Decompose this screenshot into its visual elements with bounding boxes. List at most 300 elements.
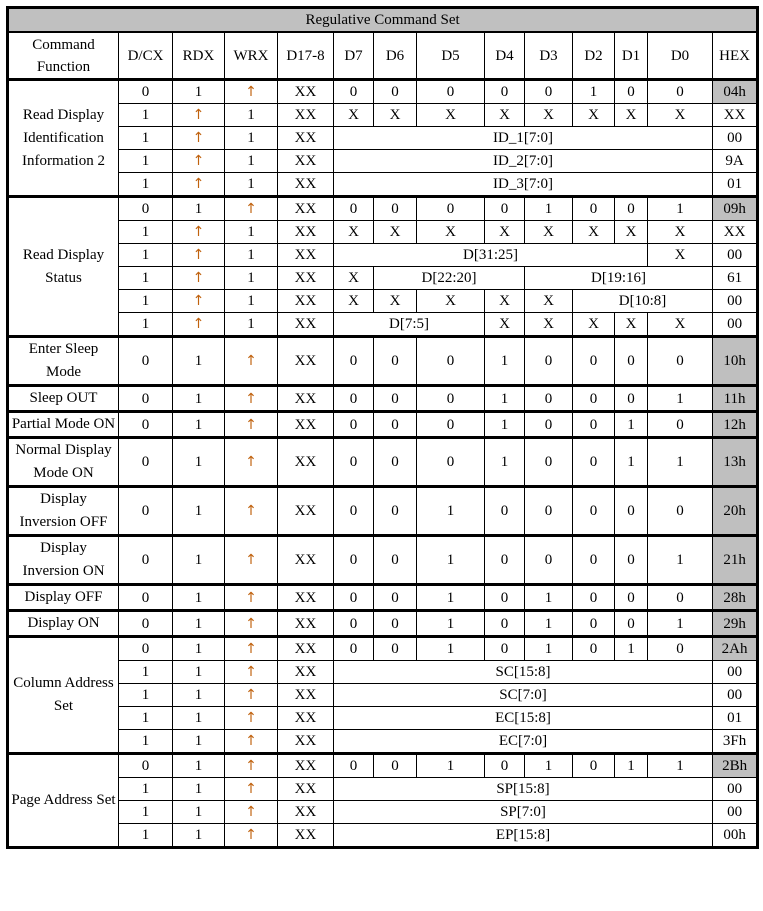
rising-edge-arrow-icon: ↑ (225, 801, 278, 824)
data-bit-cell: X (334, 290, 374, 313)
data-bit-cell: 0 (334, 585, 374, 611)
data-bit-cell: 1 (648, 438, 713, 487)
table-row (8, 707, 758, 730)
data-bit-cell: 0 (485, 754, 525, 778)
table-row (8, 221, 758, 244)
rising-edge-arrow-icon: ↑ (225, 585, 278, 611)
signal-cell: 1 (119, 127, 173, 150)
command-function-label: Display Inversion ON (8, 536, 119, 585)
hex-code-cell: 61 (713, 267, 758, 290)
data-bit-cell: SP[15:8] (334, 778, 713, 801)
rising-edge-arrow-icon: ↑ (225, 536, 278, 585)
command-function-label: Partial Mode ON (8, 412, 119, 438)
data-bit-cell: 0 (374, 386, 417, 412)
data-bit-cell: 1 (485, 412, 525, 438)
command-function-label: Page Address Set (8, 754, 119, 848)
command-function-label: Column Address Set (8, 637, 119, 754)
data-bit-cell: D[22:20] (374, 267, 525, 290)
hex-code-cell: 20h (713, 487, 758, 536)
table-row (8, 267, 758, 290)
signal-cell: 0 (119, 80, 173, 104)
data-bit-cell: 0 (615, 386, 648, 412)
hex-code-cell: 00 (713, 244, 758, 267)
data-bit-cell: 0 (573, 438, 615, 487)
signal-cell: 1 (119, 173, 173, 197)
data-bit-cell: 0 (417, 438, 485, 487)
table-row (8, 637, 758, 661)
data-bit-cell: 1 (525, 585, 573, 611)
signal-cell: 1 (119, 684, 173, 707)
hex-code-cell: 00 (713, 778, 758, 801)
signal-cell: 1 (173, 801, 225, 824)
column-header-line: Function (36, 58, 91, 75)
command-group (8, 412, 758, 438)
data-bit-cell: 0 (334, 487, 374, 536)
data-bit-cell: X (525, 290, 573, 313)
rising-edge-arrow-icon: ↑ (173, 221, 225, 244)
data-bit-cell: 0 (525, 386, 573, 412)
data-bit-cell: 0 (485, 611, 525, 637)
table-row (8, 386, 758, 412)
data-bit-cell: 1 (417, 585, 485, 611)
data-bit-cell: SP[7:0] (334, 801, 713, 824)
data-bit-cell: X (417, 290, 485, 313)
signal-cell: 1 (119, 267, 173, 290)
data-bit-cell: 0 (374, 337, 417, 386)
hex-code-cell: 21h (713, 536, 758, 585)
command-function-label: Display OFF (8, 585, 119, 611)
data-bit-cell: 0 (615, 197, 648, 221)
data-bit-cell: 0 (417, 197, 485, 221)
table-row (8, 778, 758, 801)
signal-cell: 1 (173, 707, 225, 730)
data-bit-cell: 0 (648, 585, 713, 611)
signal-cell: 1 (225, 127, 278, 150)
column-header: WRX (225, 32, 278, 80)
hex-code-cell: 00h (713, 824, 758, 848)
data-bit-cell: 0 (573, 337, 615, 386)
column-header: D5 (417, 32, 485, 80)
data-bit-cell: 1 (573, 80, 615, 104)
signal-cell: 0 (119, 438, 173, 487)
data-bit-cell: 0 (374, 585, 417, 611)
signal-cell: XX (278, 661, 334, 684)
table-row (8, 412, 758, 438)
rising-edge-arrow-icon: ↑ (225, 824, 278, 848)
data-bit-cell: 0 (648, 337, 713, 386)
data-bit-cell: X (615, 313, 648, 337)
data-bit-cell: 0 (573, 536, 615, 585)
rising-edge-arrow-icon: ↑ (225, 778, 278, 801)
signal-cell: XX (278, 173, 334, 197)
column-header: D17-8 (278, 32, 334, 80)
data-bit-cell: 0 (648, 637, 713, 661)
table-row (8, 290, 758, 313)
column-header-line: Command (32, 36, 95, 53)
signal-cell: 1 (173, 412, 225, 438)
data-bit-cell: EC[7:0] (334, 730, 713, 754)
data-bit-cell: 0 (374, 438, 417, 487)
signal-cell: 1 (225, 290, 278, 313)
data-bit-cell: 1 (648, 536, 713, 585)
hex-code-cell: 01 (713, 173, 758, 197)
table-row (8, 661, 758, 684)
rising-edge-arrow-icon: ↑ (225, 684, 278, 707)
command-function-label: Read Display Identification Information 2 (8, 80, 119, 197)
signal-cell: 1 (119, 104, 173, 127)
data-bit-cell: X (485, 290, 525, 313)
table-row (8, 684, 758, 707)
signal-cell: 1 (173, 661, 225, 684)
data-bit-cell: 0 (573, 754, 615, 778)
signal-cell: 0 (119, 637, 173, 661)
data-bit-cell: 0 (573, 386, 615, 412)
hex-code-cell: XX (713, 104, 758, 127)
data-bit-cell: EC[15:8] (334, 707, 713, 730)
command-group (8, 197, 758, 337)
hex-code-cell: 10h (713, 337, 758, 386)
hex-code-cell: 2Bh (713, 754, 758, 778)
data-bit-cell: 0 (485, 536, 525, 585)
data-bit-cell: X (525, 313, 573, 337)
data-bit-cell: 0 (334, 80, 374, 104)
command-group (8, 80, 758, 197)
signal-cell: 1 (173, 778, 225, 801)
signal-cell: XX (278, 337, 334, 386)
signal-cell: XX (278, 127, 334, 150)
column-header: D3 (525, 32, 573, 80)
signal-cell: XX (278, 637, 334, 661)
table-row (8, 536, 758, 585)
rising-edge-arrow-icon: ↑ (225, 337, 278, 386)
data-bit-cell: X (648, 244, 713, 267)
signal-cell: 1 (173, 637, 225, 661)
signal-cell: 1 (173, 337, 225, 386)
data-bit-cell: 0 (374, 487, 417, 536)
data-bit-cell: X (573, 104, 615, 127)
data-bit-cell: 0 (525, 438, 573, 487)
command-group (8, 637, 758, 754)
data-bit-cell: 1 (648, 754, 713, 778)
rising-edge-arrow-icon: ↑ (173, 127, 225, 150)
data-bit-cell: X (417, 104, 485, 127)
data-bit-cell: X (648, 221, 713, 244)
signal-cell: 0 (119, 197, 173, 221)
table-row (8, 585, 758, 611)
data-bit-cell: 0 (485, 197, 525, 221)
data-bit-cell: X (525, 104, 573, 127)
signal-cell: 1 (225, 313, 278, 337)
data-bit-cell: X (573, 221, 615, 244)
hex-code-cell: 00 (713, 290, 758, 313)
data-bit-cell: 0 (334, 412, 374, 438)
signal-cell: 1 (173, 585, 225, 611)
data-bit-cell: D[31:25] (334, 244, 648, 267)
hex-code-cell: 00 (713, 127, 758, 150)
hex-code-cell: 3Fh (713, 730, 758, 754)
data-bit-cell: 0 (485, 80, 525, 104)
signal-cell: 1 (225, 221, 278, 244)
data-bit-cell: 0 (485, 585, 525, 611)
signal-cell: XX (278, 80, 334, 104)
data-bit-cell: X (485, 104, 525, 127)
signal-cell: XX (278, 313, 334, 337)
data-bit-cell: 1 (417, 637, 485, 661)
rising-edge-arrow-icon: ↑ (173, 244, 225, 267)
hex-code-cell: 01 (713, 707, 758, 730)
signal-cell: XX (278, 754, 334, 778)
data-bit-cell: 1 (417, 536, 485, 585)
signal-cell: 0 (119, 611, 173, 637)
data-bit-cell: 0 (374, 80, 417, 104)
table-row (8, 150, 758, 173)
signal-cell: XX (278, 707, 334, 730)
data-bit-cell: 0 (525, 80, 573, 104)
data-bit-cell: X (334, 267, 374, 290)
data-bit-cell: X (334, 104, 374, 127)
signal-cell: 1 (119, 150, 173, 173)
signal-cell: XX (278, 104, 334, 127)
hex-code-cell: 04h (713, 80, 758, 104)
hex-code-cell: 00 (713, 661, 758, 684)
data-bit-cell: ID_2[7:0] (334, 150, 713, 173)
signal-cell: 1 (173, 730, 225, 754)
data-bit-cell: 1 (417, 487, 485, 536)
rising-edge-arrow-icon: ↑ (225, 438, 278, 487)
data-bit-cell: 0 (525, 337, 573, 386)
column-header: D1 (615, 32, 648, 80)
data-bit-cell: X (615, 221, 648, 244)
signal-cell: XX (278, 730, 334, 754)
data-bit-cell: 0 (374, 197, 417, 221)
data-bit-cell: 0 (334, 386, 374, 412)
signal-cell: 1 (173, 80, 225, 104)
data-bit-cell: 0 (334, 611, 374, 637)
table-row (8, 754, 758, 778)
column-header: D7 (334, 32, 374, 80)
hex-code-cell: 09h (713, 197, 758, 221)
rising-edge-arrow-icon: ↑ (225, 80, 278, 104)
data-bit-cell: 0 (525, 487, 573, 536)
rising-edge-arrow-icon: ↑ (225, 611, 278, 637)
data-bit-cell: 0 (374, 536, 417, 585)
signal-cell: XX (278, 290, 334, 313)
signal-cell: 1 (173, 754, 225, 778)
signal-cell: XX (278, 412, 334, 438)
table-row (8, 197, 758, 221)
hex-code-cell: 2Ah (713, 637, 758, 661)
command-group (8, 754, 758, 848)
table-row (8, 244, 758, 267)
command-group (8, 585, 758, 611)
signal-cell: 1 (225, 267, 278, 290)
signal-cell: 1 (119, 290, 173, 313)
data-bit-cell: 1 (615, 438, 648, 487)
data-bit-cell: 0 (615, 585, 648, 611)
hex-code-cell: XX (713, 221, 758, 244)
signal-cell: 1 (119, 824, 173, 848)
data-bit-cell: 0 (334, 337, 374, 386)
table-row (8, 80, 758, 104)
signal-cell: 1 (119, 221, 173, 244)
data-bit-cell: D[10:8] (573, 290, 713, 313)
data-bit-cell: X (417, 221, 485, 244)
table-row (8, 337, 758, 386)
data-bit-cell: 1 (417, 611, 485, 637)
command-group (8, 611, 758, 637)
data-bit-cell: 0 (334, 438, 374, 487)
column-header: D6 (374, 32, 417, 80)
table-row (8, 487, 758, 536)
signal-cell: XX (278, 197, 334, 221)
signal-cell: 0 (119, 754, 173, 778)
rising-edge-arrow-icon: ↑ (173, 313, 225, 337)
signal-cell: 0 (119, 536, 173, 585)
regulative-command-table (6, 6, 759, 849)
signal-cell: 1 (173, 684, 225, 707)
rising-edge-arrow-icon: ↑ (225, 661, 278, 684)
command-function-label: Sleep OUT (8, 386, 119, 412)
table-row (8, 313, 758, 337)
signal-cell: 1 (225, 173, 278, 197)
data-bit-cell: 1 (525, 611, 573, 637)
signal-cell: XX (278, 386, 334, 412)
hex-code-cell: 12h (713, 412, 758, 438)
data-bit-cell: 0 (573, 412, 615, 438)
data-bit-cell: ID_3[7:0] (334, 173, 713, 197)
data-bit-cell: X (485, 221, 525, 244)
signal-cell: 0 (119, 412, 173, 438)
data-bit-cell: 0 (417, 80, 485, 104)
data-bit-cell: SC[15:8] (334, 661, 713, 684)
signal-cell: 1 (225, 244, 278, 267)
data-bit-cell: 1 (648, 611, 713, 637)
signal-cell: XX (278, 778, 334, 801)
signal-cell: XX (278, 438, 334, 487)
column-header (8, 32, 119, 80)
signal-cell: XX (278, 824, 334, 848)
data-bit-cell: X (648, 104, 713, 127)
column-header: D0 (648, 32, 713, 80)
hex-code-cell: 11h (713, 386, 758, 412)
data-bit-cell: D[19:16] (525, 267, 713, 290)
hex-code-cell: 00 (713, 313, 758, 337)
data-bit-cell: X (485, 313, 525, 337)
rising-edge-arrow-icon: ↑ (173, 267, 225, 290)
data-bit-cell: X (374, 104, 417, 127)
signal-cell: XX (278, 150, 334, 173)
data-bit-cell: 1 (615, 412, 648, 438)
signal-cell: 0 (119, 585, 173, 611)
command-function-label: Enter Sleep Mode (8, 337, 119, 386)
signal-cell: 1 (119, 244, 173, 267)
hex-code-cell: 28h (713, 585, 758, 611)
rising-edge-arrow-icon: ↑ (173, 290, 225, 313)
table-row (8, 801, 758, 824)
header-row (8, 32, 758, 80)
signal-cell: XX (278, 585, 334, 611)
column-header: D2 (573, 32, 615, 80)
data-bit-cell: 0 (485, 487, 525, 536)
data-bit-cell: 1 (485, 386, 525, 412)
table-row (8, 438, 758, 487)
table-row (8, 824, 758, 848)
table-row (8, 173, 758, 197)
data-bit-cell: 0 (615, 487, 648, 536)
signal-cell: 1 (173, 536, 225, 585)
data-bit-cell: 0 (374, 637, 417, 661)
hex-code-cell: 00 (713, 684, 758, 707)
data-bit-cell: SC[7:0] (334, 684, 713, 707)
data-bit-cell: X (615, 104, 648, 127)
data-bit-cell: 0 (417, 412, 485, 438)
table-row (8, 127, 758, 150)
data-bit-cell: 0 (615, 536, 648, 585)
data-bit-cell: 1 (525, 197, 573, 221)
data-bit-cell: X (374, 221, 417, 244)
data-bit-cell: X (573, 313, 615, 337)
signal-cell: 1 (119, 661, 173, 684)
data-bit-cell: 0 (334, 197, 374, 221)
signal-cell: XX (278, 536, 334, 585)
data-bit-cell: D[7:5] (334, 313, 485, 337)
data-bit-cell: 0 (417, 337, 485, 386)
signal-cell: 1 (119, 730, 173, 754)
data-bit-cell: 0 (648, 80, 713, 104)
hex-code-cell: 9A (713, 150, 758, 173)
data-bit-cell: X (334, 221, 374, 244)
command-group (8, 386, 758, 412)
data-bit-cell: 0 (485, 637, 525, 661)
column-header: D/CX (119, 32, 173, 80)
hex-code-cell: 29h (713, 611, 758, 637)
data-bit-cell: 0 (648, 487, 713, 536)
command-group (8, 438, 758, 487)
data-bit-cell: 1 (485, 337, 525, 386)
column-header: D4 (485, 32, 525, 80)
data-bit-cell: EP[15:8] (334, 824, 713, 848)
data-bit-cell: 1 (485, 438, 525, 487)
signal-cell: XX (278, 267, 334, 290)
data-bit-cell: 0 (374, 412, 417, 438)
data-bit-cell: 0 (615, 80, 648, 104)
data-bit-cell: 0 (615, 611, 648, 637)
signal-cell: 1 (119, 313, 173, 337)
signal-cell: 1 (119, 707, 173, 730)
rising-edge-arrow-icon: ↑ (225, 730, 278, 754)
rising-edge-arrow-icon: ↑ (173, 150, 225, 173)
signal-cell: 1 (173, 197, 225, 221)
command-group (8, 337, 758, 386)
data-bit-cell: X (525, 221, 573, 244)
rising-edge-arrow-icon: ↑ (225, 637, 278, 661)
signal-cell: 1 (225, 104, 278, 127)
command-function-label: Read Display Status (8, 197, 119, 337)
signal-cell: 1 (173, 438, 225, 487)
data-bit-cell: 0 (334, 754, 374, 778)
data-bit-cell: ID_1[7:0] (334, 127, 713, 150)
data-bit-cell: 0 (573, 585, 615, 611)
rising-edge-arrow-icon: ↑ (225, 386, 278, 412)
signal-cell: 1 (119, 778, 173, 801)
data-bit-cell: 0 (417, 386, 485, 412)
data-bit-cell: 0 (525, 536, 573, 585)
signal-cell: XX (278, 684, 334, 707)
signal-cell: XX (278, 487, 334, 536)
rising-edge-arrow-icon: ↑ (225, 412, 278, 438)
data-bit-cell: 0 (573, 487, 615, 536)
signal-cell: 1 (119, 801, 173, 824)
